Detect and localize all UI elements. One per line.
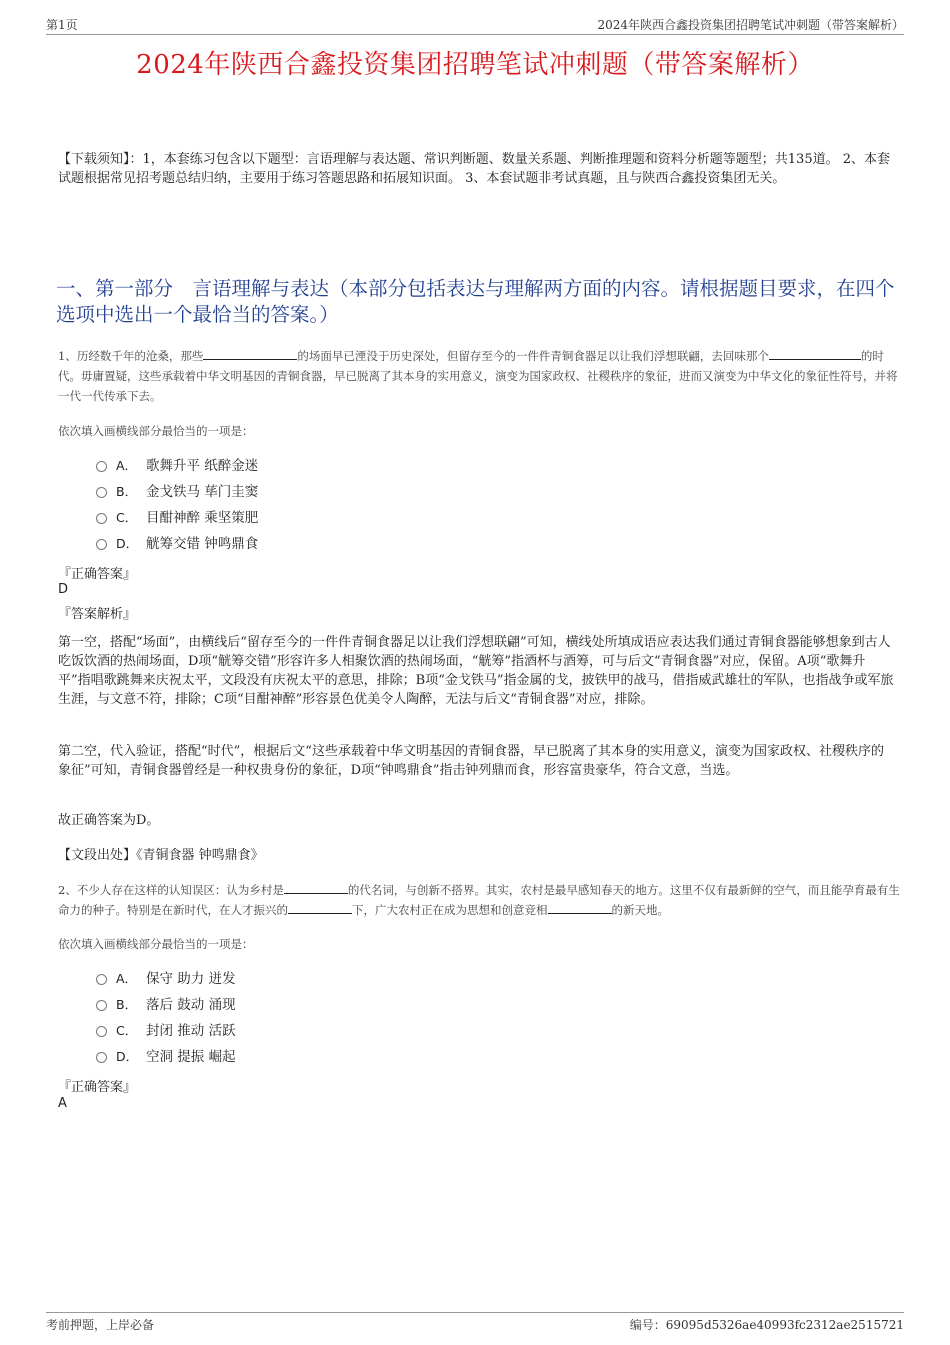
q1-part1: 1、历经数千年的沧桑，那些 — [58, 349, 204, 363]
question-1-text — [58, 346, 903, 406]
page-footer — [46, 1312, 904, 1335]
page-header — [46, 14, 904, 35]
q2-option-b[interactable]: B． 落后 鼓动 涌现 — [96, 994, 236, 1016]
q1-option-b[interactable]: B． 金戈铁马 荜门圭窦 — [96, 481, 258, 503]
radio-icon[interactable] — [96, 461, 107, 472]
download-notice: 【下载须知】：1，本套练习包含以下题型：言语理解与表达题、常识判断题、数量关系题、判断推理题和资料分析题等题型；共135道。 2、本套试题根据常见招考题总结归纳，主要用于练习答题思路和拓展知识面。 3、本套试题非考试真题，且与陕西合鑫投资集团无关。 — [58, 152, 890, 186]
document-title: 2024年陕西合鑫投资集团招聘笔试冲刺题（带答案解析） — [136, 50, 814, 80]
q2-part3: 下，广大农村正在成为思想和创意竞相 — [352, 903, 548, 917]
q2-part2: 的代名词，与创新不搭界。其实，农村是最早感知春天的地方。这里不仅有最新鲜的空气，而且能孕育最有生命力的种子。特别是在新时代，在人才振兴的 — [58, 883, 900, 917]
header-doc-title: 2024年陕西合鑫投资集团招聘笔试冲刺题（带答案解析） — [597, 18, 904, 32]
question-2-text — [58, 880, 903, 920]
footer-doc-id: 编号：69095d5326ae40993fc2312ae2515721 — [629, 1318, 904, 1332]
radio-icon[interactable] — [96, 513, 107, 524]
q2-option-c[interactable]: C． 封闭 推动 活跃 — [96, 1020, 236, 1042]
radio-icon[interactable] — [96, 487, 107, 498]
q1-blank-2 — [769, 347, 861, 360]
q2-answer-label: 『正确答案』 — [58, 1080, 137, 1095]
radio-icon[interactable] — [96, 1026, 107, 1037]
q1-source: 【文段出处】《青铜食器 钟鸣鼎食》 — [58, 848, 264, 863]
q1-part2: 的场面早已湮没于历史深处，但留存至今的一件件青铜食器足以让我们浮想联翩，去回味那个 — [297, 349, 769, 363]
q2-part4: 的新天地。 — [611, 903, 669, 917]
q2-prompt: 依次填入画横线部分最恰当的一项是： — [58, 937, 254, 951]
q1-analysis-label: 『答案解析』 — [58, 607, 137, 622]
q1-option-d[interactable]: D． 觥筹交错 钟鸣鼎食 — [96, 533, 258, 555]
q2-blank-1 — [284, 881, 348, 894]
radio-icon[interactable] — [96, 974, 107, 985]
radio-icon[interactable] — [96, 1000, 107, 1011]
q1-part3: 的时代。毋庸置疑，这些承载着中华文明基因的青铜食器，早已脱离了其本身的实用意义，演变为国家政权、社稷秩序的象征，进而又演变为中华文化的象征性符号，并将一代一代传承下去。 — [58, 349, 898, 403]
radio-icon[interactable] — [96, 539, 107, 550]
q1-analysis-2: 第二空，代入验证，搭配“时代”，根据后文“这些承载着中华文明基因的青铜食器，早已脱离了其本身的实用意义，演变为国家政权、社稷秩序的象征”可知，青铜食器曾经是一种权贵身份的象征，D项“钟鸣鼎食”指击钟列鼎而食，形容富贵豪华，符合文意，当选。 — [58, 744, 884, 778]
q1-analysis-1: 第一空，搭配“场面”，由横线后“留存至今的一件件青铜食器足以让我们浮想联翩”可知，横线处所填成语应表达我们通过青铜食器能够想象到古人吃饭饮酒的热闹场面，D项“觥筹交错”形容许多人相聚饮酒的热闹场面，“觥筹”指酒杯与酒筹，可与后文“青铜食器”对应，保留。A项“歌舞升平”指唱歌跳舞来庆祝太平，文段没有庆祝太平的意思，排除；B项“金戈铁马”指金属的戈，披铁甲的战马，借指威武雄壮的军队，也指战争或军旅生涯，与文意不符，排除；C项“目酣神醉”形容景色优美令人陶醉，无法与后文“青铜食器”对应，排除。 — [58, 635, 894, 707]
q2-answer: A — [58, 1096, 67, 1111]
footer-slogan: 考前押题，上岸必备 — [46, 1318, 155, 1332]
q2-blank-3 — [548, 901, 612, 914]
q1-prompt: 依次填入画横线部分最恰当的一项是： — [58, 424, 254, 438]
q1-answer-label: 『正确答案』 — [58, 567, 137, 582]
q1-blank-1 — [203, 347, 297, 360]
q1-option-a[interactable]: A． 歌舞升平 纸醉金迷 — [96, 455, 258, 477]
q2-option-a[interactable]: A． 保守 助力 迸发 — [96, 968, 236, 990]
q1-answer: D — [58, 582, 69, 597]
q2-option-d[interactable]: D． 空洞 提振 崛起 — [96, 1046, 236, 1068]
page-number: 第1页 — [46, 18, 78, 32]
section-heading: 一、第一部分 言语理解与表达（本部分包括表达与理解两方面的内容。请根据题目要求，在四个选项中选出一个最恰当的答案。） — [56, 277, 895, 326]
q1-option-c[interactable]: C． 目酣神醉 乘坚策肥 — [96, 507, 258, 529]
q2-part1: 2、不少人存在这样的认知误区：认为乡村是 — [58, 883, 284, 897]
radio-icon[interactable] — [96, 1052, 107, 1063]
q1-conclusion: 故正确答案为D。 — [58, 813, 160, 828]
q2-blank-2 — [288, 901, 352, 914]
